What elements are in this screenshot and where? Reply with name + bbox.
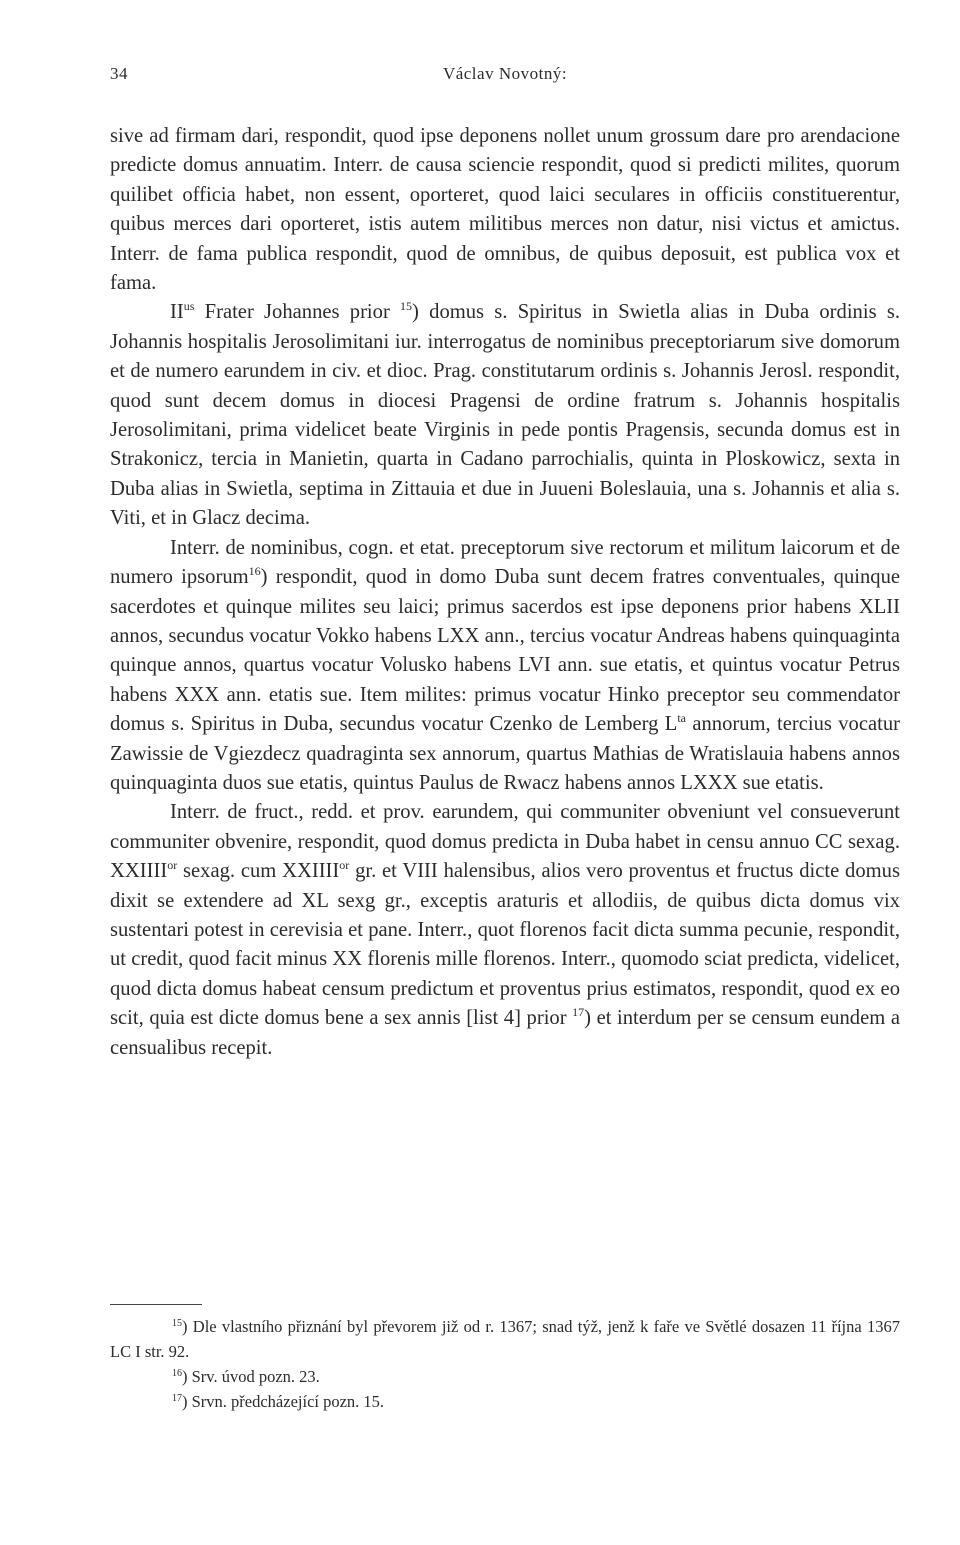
paragraph-text: Interr. de fruct., redd. et prov. earundem, qui communiter obveniunt vel consueverunt communiter obvenire, respondit, quod domus predicta in Duba habet in censu annuo CC sexag. XXIIII xyxy=(110,801,900,883)
footnote-ref-15[interactable]: 15 xyxy=(400,299,413,314)
footnote-ref-16[interactable]: 16 xyxy=(248,564,261,579)
footnotes xyxy=(110,1314,900,1414)
footnote-text: ) Srv. úvod pozn. 23. xyxy=(182,1367,320,1386)
footnote-text: ) Dle vlastního přiznání byl převorem již od r. 1367; snad týž, jenž k faře ve Světlé dosazen 11 října 1367 LC I str. 92. xyxy=(110,1317,900,1361)
footnote-separator xyxy=(110,1304,202,1305)
paragraph-text: sexag. cum XXIIII xyxy=(177,860,340,883)
paragraph-continued xyxy=(110,122,900,298)
footnote-16 xyxy=(110,1364,900,1389)
paragraph-text: annorum, tercius vocatur Zawissie de Vgiezdecz quadraginta sex annorum, quartus Mathias de Wratislauia habens annos quinquaginta duos sue etatis, quintus Paulus de Rwacz habens annos LXXX sue etatis. xyxy=(110,713,900,794)
ordinal-superscript: us xyxy=(183,299,195,314)
paragraph-text: ) respondit, quod in domo Duba sunt decem fratres conventuales, quinque sacerdotes et quinque milites seu laici; primus sacerdos est ipse deponens prior habens XLII annos, secundus vocatur Vokko habens LXX ann., tercius vocatur Andreas habens quinquaginta quinque annos, quartus vocatur Volusko habens LVI ann. sue etatis, et quintus vocatur Petrus habens XXX ann. etatis sue. Item milites: primus vocatur Hinko preceptor seu commendator domus s. Spiritus in Duba, secundus vocatur Czenko de Lemberg L xyxy=(110,566,901,736)
footnote-17 xyxy=(110,1389,900,1414)
ordinal-superscript: ta xyxy=(677,711,687,726)
footnote-number: 16 xyxy=(172,1368,182,1379)
paragraph-text: gr. et VIII halensibus, alios vero proventus et fructus dicte domus dixit se extendere ad XL sexg gr., exceptis araturis et allodiis, de quibus dicta domus vix sustentari potest in cerevisia et pane. Interr., quot florenos facit dicta summa pecunie, respondit, ut credit, quod facit minus XX florenis mille florenos. Interr., quomodo sciat predicta, videlicet, quod dicta domus habeat censum predictum et proventus prius estimatos, respondit, quod ex eo scit, quia est dicte domus bene a sex annis [list 4] prior xyxy=(110,860,900,1030)
page-number: 34 xyxy=(110,64,128,83)
paragraph-revenues xyxy=(110,798,900,1063)
paragraph-text: Frater Johannes prior xyxy=(194,301,401,324)
paragraph-names-ages xyxy=(110,534,900,799)
running-header xyxy=(110,64,900,88)
running-title-author: Václav Novotný: xyxy=(442,64,568,83)
footnote-number: 17 xyxy=(172,1393,182,1404)
main-text xyxy=(110,122,900,1063)
ordinal-superscript: or xyxy=(167,858,178,873)
paragraph-text: ) domus s. Spiritus in Swietla alias in Duba ordinis s. Johannis hospitalis Jerosolimitani iur. interrogatus de nominibus preceptoriarum sive domorum et de numero earundem in civ. et dioc. Prag. constitutarum ordinis s. Johannis Jerosl. respondit, quod sunt decem domus in diocesi Pragensi de ordine fratrum s. Johannis hospitalis Jerosolimitani, prima videlicet beate Virginis in pede pontis Pragensis, secunda domus est in Strakonicz, tercia in Manietin, quarta in Cadano parrochialis, quinta in Ploskowicz, sexta in Duba alias in Swietla, septima in Zittauia et due in Juueni Boleslauia, una s. Johannis et alia s. Viti, et in Glacz decima. xyxy=(110,301,900,530)
paragraph-text: sive ad firmam dari, respondit, quod ipse deponens nollet unum grossum dare pro arendacione predicte domus annuatim. Interr. de causa sciencie respondit, quod si predicti milites, quorum quilibet officia habet, non essent, oporteret, quod laici seculares in officiis constituerentur, quibus merces dari oporteret, istis autem militibus merces non datur, nisi victus et amictus. Interr. de fama publica respondit, quod de omnibus, de quibus deposuit, est publica vox et fama. xyxy=(110,125,900,295)
paragraph-text: Interr. de nominibus, cogn. et etat. preceptorum sive rectorum et militum laicorum et de numero ipsorum xyxy=(110,536,900,589)
paragraph-witness-two xyxy=(110,298,900,533)
ordinal-superscript: or xyxy=(339,858,350,873)
paragraph-text: ) et interdum per se censum eundem a censualibus recepit. xyxy=(110,1007,900,1059)
footnote-number: 15 xyxy=(172,1318,182,1329)
footnote-text: ) Srvn. předcházející pozn. 15. xyxy=(182,1392,385,1411)
paragraph-text: II xyxy=(170,301,184,324)
footnote-ref-17[interactable]: 17 xyxy=(572,1005,585,1020)
footnote-15 xyxy=(110,1314,900,1364)
